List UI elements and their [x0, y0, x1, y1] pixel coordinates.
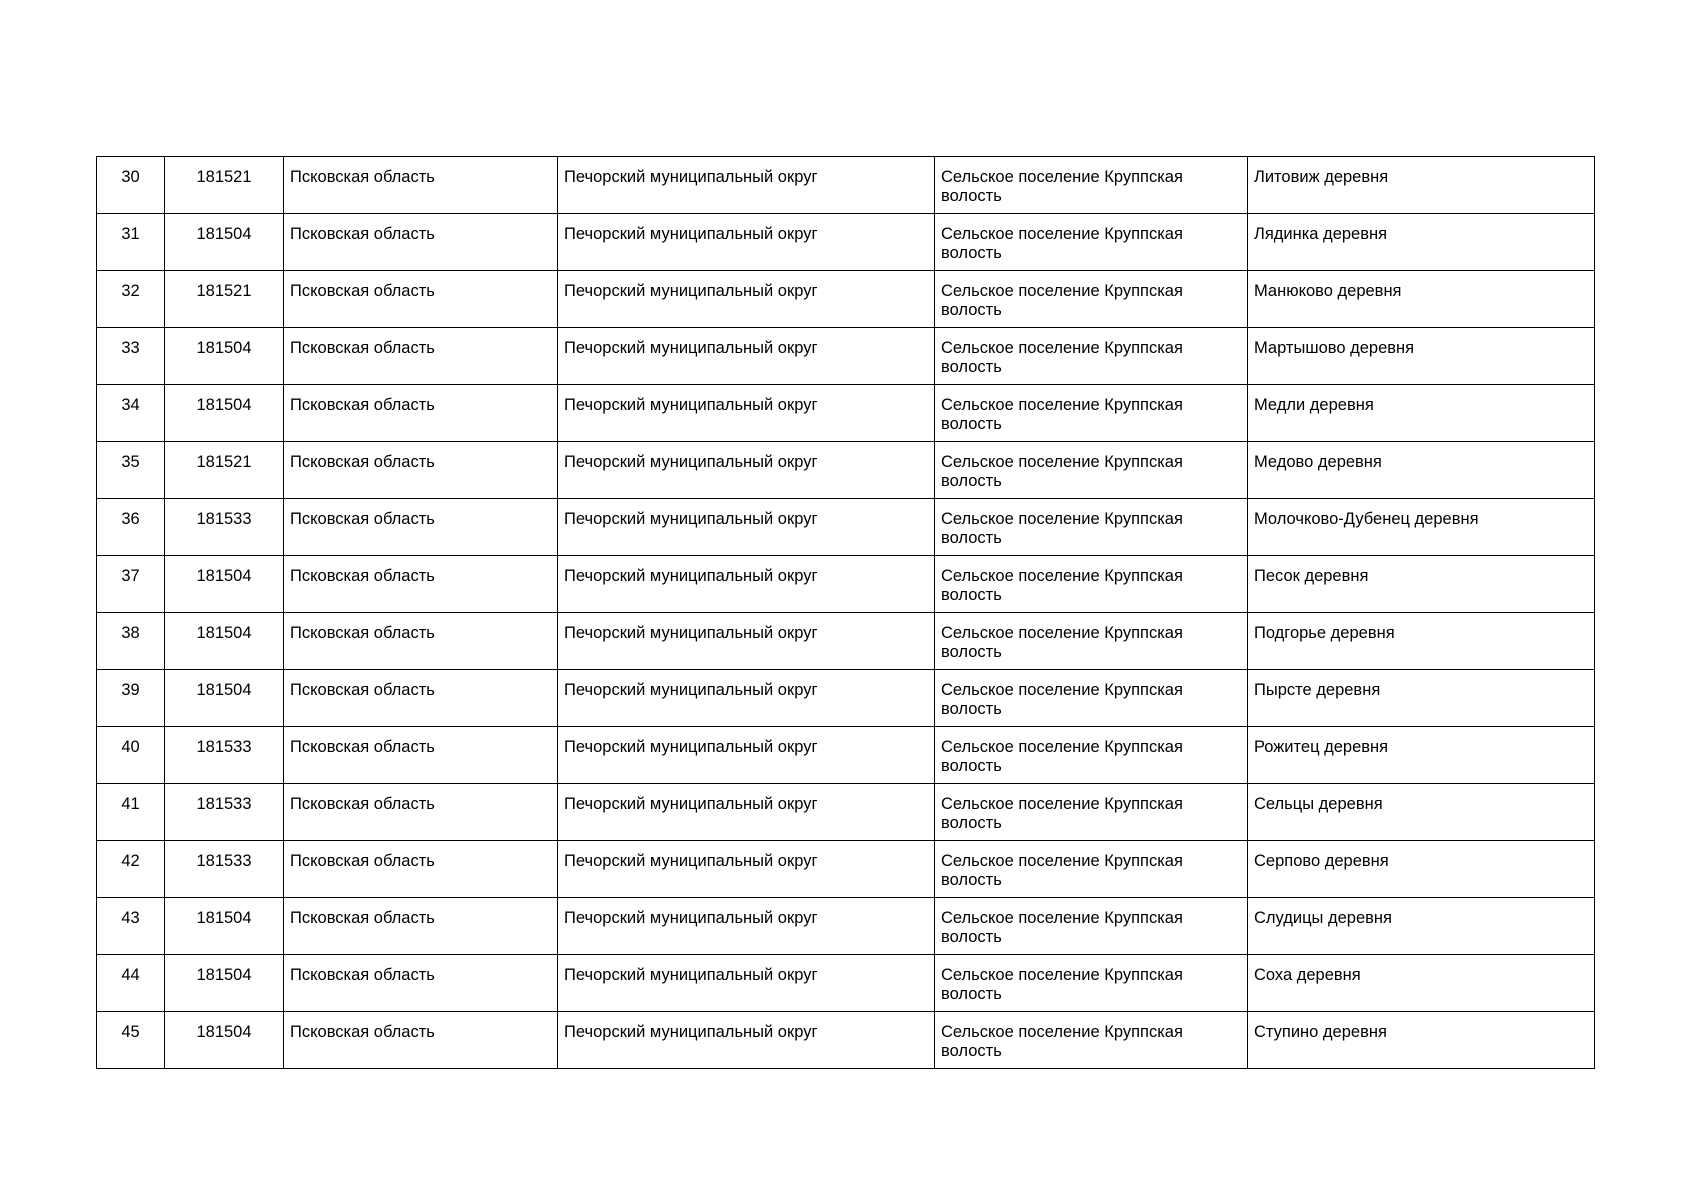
- settlement-cell: Сельское поселение Круппская волость: [935, 214, 1248, 271]
- region-cell: Псковская область: [284, 898, 558, 955]
- district-cell: Печорский муниципальный округ: [558, 898, 935, 955]
- district-cell: Печорский муниципальный округ: [558, 499, 935, 556]
- postal-code: 181504: [165, 1012, 284, 1069]
- table-row: [97, 499, 1595, 556]
- district-cell: Печорский муниципальный округ: [558, 271, 935, 328]
- locality-cell: Лядинка деревня: [1248, 214, 1595, 271]
- row-number: 39: [97, 670, 165, 727]
- region-cell: Псковская область: [284, 385, 558, 442]
- settlement-cell: Сельское поселение Круппская волость: [935, 784, 1248, 841]
- row-number: 42: [97, 841, 165, 898]
- postal-code: 181504: [165, 613, 284, 670]
- district-cell: Печорский муниципальный округ: [558, 442, 935, 499]
- settlement-cell: Сельское поселение Круппская волость: [935, 613, 1248, 670]
- table-row: [97, 841, 1595, 898]
- region-cell: Псковская область: [284, 271, 558, 328]
- postal-code: 181533: [165, 499, 284, 556]
- settlement-cell: Сельское поселение Круппская волость: [935, 328, 1248, 385]
- table-row: [97, 442, 1595, 499]
- row-number: 33: [97, 328, 165, 385]
- district-cell: Печорский муниципальный округ: [558, 955, 935, 1012]
- settlement-cell: Сельское поселение Круппская волость: [935, 955, 1248, 1012]
- settlement-cell: Сельское поселение Круппская волость: [935, 841, 1248, 898]
- region-cell: Псковская область: [284, 613, 558, 670]
- settlement-cell: Сельское поселение Круппская волость: [935, 670, 1248, 727]
- table-row: [97, 727, 1595, 784]
- row-number: 32: [97, 271, 165, 328]
- region-cell: Псковская область: [284, 556, 558, 613]
- row-number: 30: [97, 157, 165, 214]
- row-number: 35: [97, 442, 165, 499]
- table-row: [97, 1012, 1595, 1069]
- locality-cell: Песок деревня: [1248, 556, 1595, 613]
- settlement-cell: Сельское поселение Круппская волость: [935, 898, 1248, 955]
- district-cell: Печорский муниципальный округ: [558, 613, 935, 670]
- table-body: [97, 157, 1595, 1069]
- locality-cell: Соха деревня: [1248, 955, 1595, 1012]
- locality-cell: Молочково-Дубенец деревня: [1248, 499, 1595, 556]
- row-number: 40: [97, 727, 165, 784]
- locality-cell: Литовиж деревня: [1248, 157, 1595, 214]
- district-cell: Печорский муниципальный округ: [558, 214, 935, 271]
- settlement-cell: Сельское поселение Круппская волость: [935, 556, 1248, 613]
- settlement-cell: Сельское поселение Круппская волость: [935, 385, 1248, 442]
- row-number: 44: [97, 955, 165, 1012]
- table-row: [97, 670, 1595, 727]
- region-cell: Псковская область: [284, 955, 558, 1012]
- settlement-cell: Сельское поселение Круппская волость: [935, 271, 1248, 328]
- postal-code: 181533: [165, 727, 284, 784]
- locality-cell: Пырсте деревня: [1248, 670, 1595, 727]
- postal-code: 181521: [165, 442, 284, 499]
- region-cell: Псковская область: [284, 214, 558, 271]
- postal-code: 181504: [165, 898, 284, 955]
- postal-code: 181533: [165, 841, 284, 898]
- postal-code: 181504: [165, 670, 284, 727]
- district-cell: Печорский муниципальный округ: [558, 1012, 935, 1069]
- locality-cell: Медли деревня: [1248, 385, 1595, 442]
- locality-cell: Манюково деревня: [1248, 271, 1595, 328]
- row-number: 37: [97, 556, 165, 613]
- table-row: [97, 157, 1595, 214]
- settlement-cell: Сельское поселение Круппская волость: [935, 442, 1248, 499]
- locality-table: [96, 156, 1595, 1069]
- region-cell: Псковская область: [284, 328, 558, 385]
- row-number: 34: [97, 385, 165, 442]
- postal-code: 181504: [165, 328, 284, 385]
- row-number: 31: [97, 214, 165, 271]
- table-row: [97, 613, 1595, 670]
- settlement-cell: Сельское поселение Круппская волость: [935, 499, 1248, 556]
- locality-cell: Подгорье деревня: [1248, 613, 1595, 670]
- region-cell: Псковская область: [284, 157, 558, 214]
- region-cell: Псковская область: [284, 442, 558, 499]
- settlement-cell: Сельское поселение Круппская волость: [935, 1012, 1248, 1069]
- settlement-cell: Сельское поселение Круппская волость: [935, 157, 1248, 214]
- table-row: [97, 898, 1595, 955]
- locality-cell: Ступино деревня: [1248, 1012, 1595, 1069]
- table-row: [97, 271, 1595, 328]
- locality-cell: Сельцы деревня: [1248, 784, 1595, 841]
- locality-cell: Рожитец деревня: [1248, 727, 1595, 784]
- table-row: [97, 556, 1595, 613]
- district-cell: Печорский муниципальный округ: [558, 841, 935, 898]
- row-number: 41: [97, 784, 165, 841]
- postal-code: 181521: [165, 271, 284, 328]
- postal-code: 181504: [165, 556, 284, 613]
- row-number: 43: [97, 898, 165, 955]
- postal-code: 181504: [165, 214, 284, 271]
- settlement-cell: Сельское поселение Круппская волость: [935, 727, 1248, 784]
- district-cell: Печорский муниципальный округ: [558, 556, 935, 613]
- district-cell: Печорский муниципальный округ: [558, 784, 935, 841]
- district-cell: Печорский муниципальный округ: [558, 670, 935, 727]
- region-cell: Псковская область: [284, 841, 558, 898]
- locality-cell: Серпово деревня: [1248, 841, 1595, 898]
- locality-cell: Слудицы деревня: [1248, 898, 1595, 955]
- locality-cell: Мартышово деревня: [1248, 328, 1595, 385]
- table-row: [97, 784, 1595, 841]
- region-cell: Псковская область: [284, 499, 558, 556]
- row-number: 45: [97, 1012, 165, 1069]
- district-cell: Печорский муниципальный округ: [558, 157, 935, 214]
- region-cell: Псковская область: [284, 727, 558, 784]
- row-number: 38: [97, 613, 165, 670]
- row-number: 36: [97, 499, 165, 556]
- postal-code: 181533: [165, 784, 284, 841]
- district-cell: Печорский муниципальный округ: [558, 385, 935, 442]
- postal-code: 181521: [165, 157, 284, 214]
- postal-code: 181504: [165, 385, 284, 442]
- locality-cell: Медово деревня: [1248, 442, 1595, 499]
- postal-code: 181504: [165, 955, 284, 1012]
- table-row: [97, 955, 1595, 1012]
- table-row: [97, 328, 1595, 385]
- table-row: [97, 214, 1595, 271]
- region-cell: Псковская область: [284, 1012, 558, 1069]
- region-cell: Псковская область: [284, 670, 558, 727]
- table-row: [97, 385, 1595, 442]
- district-cell: Печорский муниципальный округ: [558, 328, 935, 385]
- district-cell: Печорский муниципальный округ: [558, 727, 935, 784]
- region-cell: Псковская область: [284, 784, 558, 841]
